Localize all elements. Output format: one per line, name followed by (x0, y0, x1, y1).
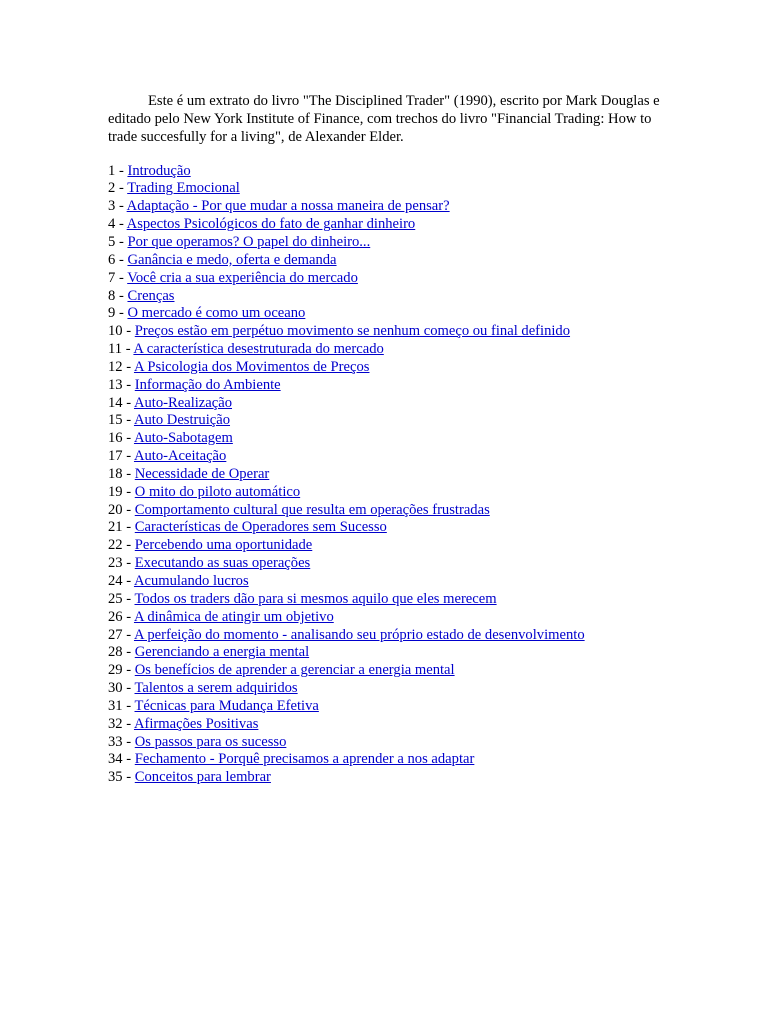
toc-item (108, 430, 668, 448)
toc-item (108, 288, 668, 306)
toc-item (108, 698, 668, 716)
toc-item-number: 17 - (108, 448, 134, 465)
toc-item-number: 11 - (108, 341, 134, 358)
toc-item-number: 15 - (108, 412, 134, 429)
toc-item-number: 5 - (108, 233, 128, 250)
toc-link[interactable]: Características de Operadores sem Sucesso (134, 519, 387, 536)
toc-item (108, 234, 668, 252)
toc-item-number: 29 - (108, 662, 135, 679)
toc-item (108, 627, 668, 645)
toc-item (108, 448, 668, 466)
toc-item-number: 7 - (108, 269, 128, 286)
toc-item-number: 4 - (108, 216, 127, 233)
toc-item-number: 23 - (108, 555, 135, 572)
toc-link[interactable]: A perfeição do momento - analisando seu próprio estado de desenvolvimento (133, 626, 585, 643)
toc-item (108, 305, 668, 323)
toc-link[interactable]: Percebendo uma oportunidade (134, 537, 313, 554)
toc-item (108, 662, 668, 680)
toc-item-number: 32 - (108, 715, 134, 732)
toc-item-number: 21 - (108, 519, 135, 536)
toc-link[interactable]: O mito do piloto automático (134, 483, 301, 500)
toc-item (108, 680, 668, 698)
toc-link[interactable]: Necessidade de Operar (134, 465, 270, 482)
toc-item-number: 12 - (108, 358, 134, 375)
toc-link[interactable]: Por que operamos? O papel do dinheiro... (127, 233, 371, 250)
toc-item (108, 412, 668, 430)
toc-item-number: 20 - (108, 501, 135, 518)
toc-link[interactable]: Afirmações Positivas (133, 715, 259, 732)
toc-item-number: 8 - (108, 287, 128, 304)
toc-item-number: 30 - (108, 680, 135, 697)
toc-item (108, 484, 668, 502)
toc-link[interactable]: Todos os traders dão para si mesmos aquilo que eles merecem (134, 590, 497, 607)
toc-item (108, 466, 668, 484)
toc-link[interactable]: Acumulando lucros (133, 573, 249, 590)
toc-item (108, 591, 668, 609)
intro-paragraph: Este é um extrato do livro "The Disciplined Trader" (1990), escrito por Mark Douglas e editado pelo New York Institute of Finance, com trechos do livro "Financial Trading: How to trade succesfully for a living", de Alexander Elder. (108, 93, 660, 146)
toc-item-number: 24 - (108, 573, 134, 590)
toc-item (108, 502, 668, 520)
toc-item-number: 34 - (108, 751, 135, 768)
toc-item-number: 25 - (108, 590, 135, 607)
toc-link[interactable]: Adaptação - Por que mudar a nossa maneira de pensar? (126, 198, 450, 215)
toc-item (108, 198, 668, 216)
toc-item-number: 10 - (108, 323, 135, 340)
toc-link[interactable]: A dinâmica de atingir um objetivo (133, 608, 334, 625)
toc-item (108, 377, 668, 395)
toc-link[interactable]: Auto-Sabotagem (133, 430, 233, 447)
toc-item (108, 323, 668, 341)
toc-link[interactable]: Talentos a serem adquiridos (134, 680, 298, 697)
toc-item (108, 216, 668, 234)
toc-link[interactable]: Trading Emocional (127, 180, 240, 197)
toc-link[interactable]: A característica desestruturada do mercado (133, 341, 384, 358)
toc-item-number: 14 - (108, 394, 134, 411)
toc-link[interactable]: Os passos para os sucesso (134, 733, 287, 750)
toc-item (108, 573, 668, 591)
toc-item-number: 27 - (108, 626, 134, 643)
toc-link[interactable]: Ganância e medo, oferta e demanda (127, 251, 337, 268)
toc-link[interactable]: Fechamento - Porquê precisamos a aprender a nos adaptar (134, 751, 475, 768)
toc-item (108, 537, 668, 555)
toc-link[interactable]: Auto-Aceitação (133, 448, 227, 465)
toc-link[interactable]: Executando as suas operações (134, 555, 311, 572)
toc-item-number: 22 - (108, 537, 135, 554)
toc-item (108, 180, 668, 198)
toc-link[interactable]: Auto-Realização (133, 394, 233, 411)
toc-item-number: 31 - (108, 697, 135, 714)
toc-item (108, 252, 668, 270)
toc-link[interactable]: Você cria a sua experiência do mercado (127, 269, 358, 286)
document-page (108, 92, 668, 787)
toc-item-number: 35 - (108, 769, 135, 786)
toc-link[interactable]: A Psicologia dos Movimentos de Preços (133, 358, 370, 375)
toc-link[interactable]: Aspectos Psicológicos do fato de ganhar dinheiro (126, 216, 416, 233)
toc-item (108, 395, 668, 413)
toc-item (108, 609, 668, 627)
toc-item (108, 555, 668, 573)
toc-link[interactable]: Os benefícios de aprender a gerenciar a energia mental (134, 662, 455, 679)
toc-item-number: 19 - (108, 483, 135, 500)
toc-item-number: 2 - (108, 180, 128, 197)
toc-item-number: 1 - (108, 162, 128, 179)
toc-link[interactable]: Auto Destruição (133, 412, 231, 429)
toc-link[interactable]: Preços estão em perpétuo movimento se nenhum começo ou final definido (134, 323, 571, 340)
toc-item-number: 18 - (108, 465, 135, 482)
toc-link[interactable]: O mercado é como um oceano (127, 305, 306, 322)
toc-link[interactable]: Informação do Ambiente (134, 376, 281, 393)
toc-item-number: 9 - (108, 305, 128, 322)
toc-item (108, 644, 668, 662)
toc-link[interactable]: Conceitos para lembrar (134, 769, 271, 786)
toc-item (108, 751, 668, 769)
toc-link[interactable]: Técnicas para Mudança Efetiva (134, 697, 319, 714)
toc-item (108, 716, 668, 734)
table-of-contents (108, 163, 668, 788)
toc-link[interactable]: Gerenciando a energia mental (134, 644, 310, 661)
toc-item (108, 734, 668, 752)
toc-item-number: 33 - (108, 733, 135, 750)
toc-item-number: 28 - (108, 644, 135, 661)
toc-link[interactable]: Introdução (127, 162, 191, 179)
toc-item (108, 341, 668, 359)
toc-item (108, 270, 668, 288)
toc-item (108, 163, 668, 181)
toc-item (108, 359, 668, 377)
toc-link[interactable]: Comportamento cultural que resulta em operações frustradas (134, 501, 490, 518)
toc-item-number: 6 - (108, 251, 128, 268)
toc-item-number: 26 - (108, 608, 134, 625)
toc-item-number: 3 - (108, 198, 127, 215)
toc-item (108, 769, 668, 787)
toc-item-number: 13 - (108, 376, 135, 393)
toc-link[interactable]: Crenças (127, 287, 175, 304)
toc-item (108, 519, 668, 537)
toc-item-number: 16 - (108, 430, 134, 447)
